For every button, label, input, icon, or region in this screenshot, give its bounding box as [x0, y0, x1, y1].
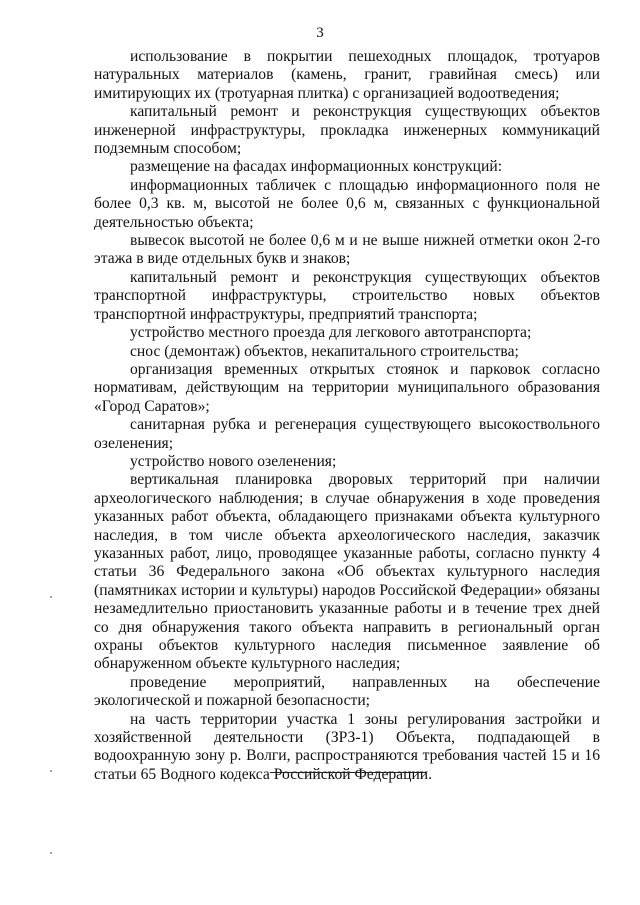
- paragraph-transport-infrastructure: капитальный ремонт и реконструкция существующих объектов транспортной инфраструктуры, строительство новых объектов транспортной инфраструктуры, предприятий транспорта;: [94, 268, 600, 323]
- closing-separator-line: [270, 772, 426, 773]
- scan-margin-mark: [50, 596, 52, 598]
- paragraph-new-greenery: устройство нового озеленения;: [130, 452, 337, 470]
- paragraph-paving-materials: использование в покрытии пешеходных площадок, тротуаров натуральных материалов (камень, гранит, гравийная смесь) или имитирующих их (тротуарная плитка) с организацией водоотведения;: [94, 48, 600, 102]
- paragraph-ecological-safety: проведение мероприятий, направленных на обеспечение экологической и пожарной безопасности;: [94, 673, 600, 710]
- paragraph-facade-info-structures: размещение на фасадах информационных конструкций:: [130, 158, 503, 176]
- scan-margin-mark: [50, 852, 52, 854]
- paragraph-engineering-infrastructure: капитальный ремонт и реконструкция существующих объектов инженерной инфраструктуры, прокладка инженерных коммуникаций подземным способом;: [94, 103, 600, 158]
- paragraph-vertical-planning: вертикальная планировка дворовых территорий при наличии археологического наблюдения; в случае обнаружения в ходе проведения указанных работ объекта, обладающего признаками объекта культурного наследия, в том числе объекта археологического наследия, заказчик указанных работ, лицо, проводящее указанные работы, согласно пункту 4 статьи 36 Федерального закона «Об объектах культурного наследия (памятниках истории и культуры) народов Российской Федерации» обязаны незамедлительно приостановить указанные работы и в течение трех дней со дня обнаружения такого объекта направить в региональный орган охраны объектов культурного наследия письменное заявление об обнаруженном объекте культурного наследия;: [94, 471, 600, 673]
- paragraph-info-plates: информационных табличек с площадью информационного поля не более 0,3 кв. м, высотой не более 0,6 м, связанных с функциональной деятельностью объекта;: [94, 176, 600, 231]
- paragraph-temporary-parking: организация временных открытых стоянок и парковок согласно нормативам, действующим на территории муниципального образования «Город Саратов»;: [94, 360, 600, 415]
- paragraph-local-driveway: устройство местного проезда для легкового автотранспорта;: [130, 324, 532, 342]
- document-body: [94, 48, 600, 784]
- paragraph-sanitary-felling: санитарная рубка и регенерация существующего высокоствольного озеленения;: [94, 416, 600, 452]
- paragraph-demolition: снос (демонтаж) объектов, некапитального строительства;: [130, 342, 519, 360]
- paragraph-signboards: вывесок высотой не более 0,6 м и не выше нижней отметки окон 2-го этажа в виде отдельных букв и знаков;: [94, 232, 600, 268]
- scan-margin-mark: [50, 770, 52, 772]
- paragraph-water-protection-zone: на часть территории участка 1 зоны регулирования застройки и хозяйственной деятельности (ЗРЗ-1) Объекта, подпадающей в водоохранную зону р. Волги, распространяются требования частей 15 и 16 статьи 65 Водного кодекса Российской Федерации.: [94, 710, 600, 783]
- page-number: 3: [316, 25, 324, 41]
